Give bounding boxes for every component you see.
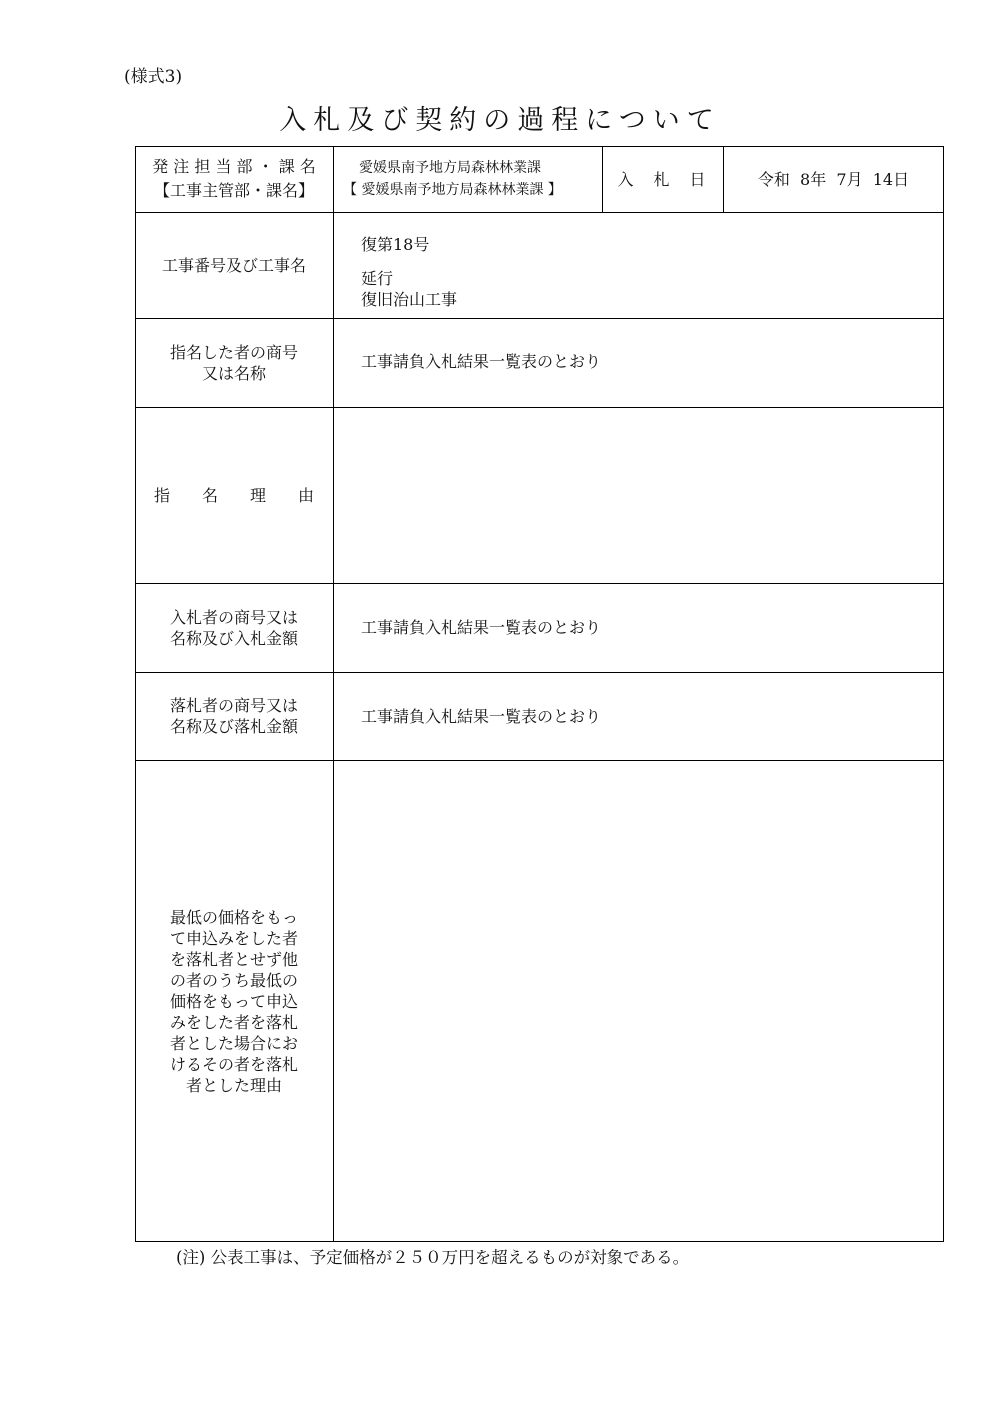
winner-label-cell	[135, 672, 333, 760]
bid-date-value: 令和 8年 7月 14日	[757, 169, 910, 189]
dept-value-cell	[333, 146, 602, 212]
exception-value-cell	[333, 760, 944, 1242]
bidders-label-secondary: 名称及び入札金額	[169, 628, 298, 648]
winner-label: 落札者の商号又は	[169, 696, 298, 715]
exception-label-cell	[135, 760, 333, 1242]
exception-label-line: 価格をもって申込	[169, 991, 298, 1011]
exception-label-line: 者とした場合にお	[169, 1033, 298, 1053]
reason-label-cell	[135, 407, 333, 583]
construction-location: 延行	[361, 269, 394, 288]
construction-number: 復第18号	[361, 235, 430, 254]
dept-value: 愛媛県南予地方局森林林業課	[359, 160, 541, 176]
reason-value-cell	[333, 407, 944, 583]
nominees-value-cell	[333, 318, 944, 407]
nominees-label-secondary: 又は名称	[201, 364, 266, 383]
dept-label-secondary: 【工事主管部・課名】	[153, 181, 314, 200]
bidders-value-cell	[333, 583, 944, 672]
construction-value-cell	[333, 212, 944, 318]
construction-name: 復旧治山工事	[361, 290, 458, 309]
dept-label-cell	[135, 146, 333, 212]
exception-label-line: て申込みをした者	[169, 928, 298, 948]
bid-date-label: 入 札 日	[617, 169, 708, 189]
winner-label-secondary: 名称及び落札金額	[169, 717, 298, 736]
reason-label: 指 名 理 由	[153, 485, 314, 505]
exception-label-line: 者とした理由	[185, 1075, 282, 1095]
nominees-label-cell	[135, 318, 333, 407]
page-title: 入札及び契約の過程について	[279, 105, 721, 136]
nominees-label: 指名した者の商号	[169, 343, 298, 362]
winner-value-cell	[333, 672, 944, 760]
bidders-value: 工事請負入札結果一覧表のとおり	[361, 618, 602, 637]
bid-date-label-cell	[602, 146, 723, 212]
construction-label-cell	[135, 212, 333, 318]
exception-label-line: 最低の価格をもっ	[169, 907, 298, 927]
winner-value: 工事請負入札結果一覧表のとおり	[361, 706, 602, 726]
bidders-label-cell	[135, 583, 333, 672]
dept-value-secondary: 【 愛媛県南予地方局森林林業課 】	[343, 182, 562, 198]
footnote: (注) 公表工事は、予定価格が２５０万円を超えるものが対象である。	[176, 1248, 690, 1267]
exception-label-line: の者のうち最低の	[169, 970, 298, 990]
form-number: (様式3)	[124, 67, 183, 87]
exception-label-line: みをした者を落札	[169, 1012, 298, 1032]
exception-label-line: を落札者とせず他	[169, 949, 298, 969]
bid-date-value-cell	[723, 146, 944, 212]
nominees-value: 工事請負入札結果一覧表のとおり	[361, 352, 602, 371]
exception-label-line: けるその者を落札	[169, 1054, 298, 1074]
dept-label: 発 注 担 当 部 ・ 課 名	[152, 157, 316, 176]
bidders-label: 入札者の商号又は	[169, 607, 298, 627]
construction-label: 工事番号及び工事名	[161, 255, 306, 275]
